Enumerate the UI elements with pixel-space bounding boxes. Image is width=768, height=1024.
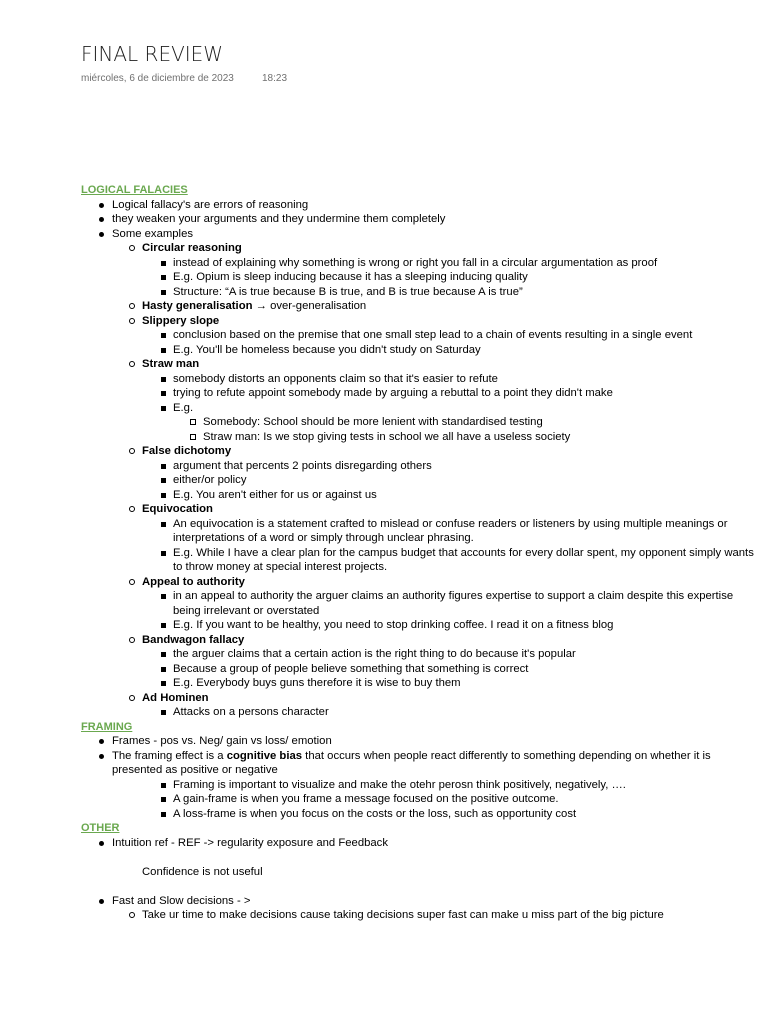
list-item: either/or policy <box>81 473 766 488</box>
fallacy-equivocation: Equivocation <box>81 502 766 517</box>
list-item: they weaken your arguments and they undermine them completely <box>81 212 766 227</box>
fallacy-slippery-slope: Slippery slope <box>81 314 766 329</box>
list-item: Framing is important to visualize and make the otehr perosn think positively, negatively, …. <box>81 778 766 793</box>
list-item: E.g. Everybody buys guns therefore it is wise to buy them <box>81 676 766 691</box>
list-item: Attacks on a persons character <box>81 705 766 720</box>
fallacy-hasty-generalisation: Hasty generalisation → over-generalisation <box>81 299 766 314</box>
note-body <box>81 183 766 923</box>
fallacy-circular-reasoning: Circular reasoning <box>81 241 766 256</box>
list-item: in an appeal to authority the arguer claims an authority figures expertise to support a claim despite this expertise being irrelevant or overstated <box>81 589 766 618</box>
note-date: miércoles, 6 de diciembre de 2023 <box>81 73 234 84</box>
page-title: FINAL REVIEW <box>81 42 224 66</box>
spacer <box>81 879 766 894</box>
heading-logical-fallacies: LOGICAL FALACIES <box>81 184 188 196</box>
heading-framing: FRAMING <box>81 720 133 733</box>
list-item: An equivocation is a statement crafted to mislead or confuse readers or listeners by using multiple meanings or interpretations of a word or simply through unclear phrasing. <box>81 517 766 546</box>
list-item: E.g. You'll be homeless because you didn't study on Saturday <box>81 343 766 358</box>
fallacy-appeal-to-authority: Appeal to authority <box>81 575 766 590</box>
list-item: trying to refute appoint somebody made by arguing a rebuttal to a point they didn't make <box>81 386 766 401</box>
list-item: Because a group of people believe something that something is correct <box>81 662 766 677</box>
list-item: E.g. You aren't either for us or against us <box>81 488 766 503</box>
fallacy-straw-man: Straw man <box>81 357 766 372</box>
list-item: E.g. If you want to be healthy, you need to stop drinking coffee. I read it on a fitness blog <box>81 618 766 633</box>
list-item: somebody distorts an opponents claim so that it's easier to refute <box>81 372 766 387</box>
list-item: E.g. Opium is sleep inducing because it has a sleeping inducing quality <box>81 270 766 285</box>
list-item: E.g. <box>81 401 766 416</box>
list-item: The framing effect is a cognitive bias that occurs when people react differently to something depending on whether it is presented as positive or negative <box>81 749 766 778</box>
list-item: Logical fallacy's are errors of reasoning <box>81 198 766 213</box>
list-item: the arguer claims that a certain action is the right thing to do because it's popular <box>81 647 766 662</box>
note-time: 18:23 <box>262 73 288 84</box>
framing-list <box>81 734 766 821</box>
list-item: argument that percents 2 points disregarding others <box>81 459 766 474</box>
list-item: conclusion based on the premise that one small step lead to a chain of events resulting in a single event <box>81 328 766 343</box>
fallacy-bandwagon: Bandwagon fallacy <box>81 633 766 648</box>
list-item: A loss-frame is when you focus on the costs or the loss, such as opportunity cost <box>81 807 766 822</box>
list-item: Intuition ref - REF -> regularity exposure and Feedback <box>81 836 766 851</box>
spacer <box>81 850 766 865</box>
list-item: Fast and Slow decisions - > <box>81 894 766 909</box>
list-item: Straw man: Is we stop giving tests in school we all have a useless society <box>81 430 766 445</box>
list-item: Structure: “A is true because B is true, and B is true because A is true” <box>81 285 766 300</box>
fallacy-false-dichotomy: False dichotomy <box>81 444 766 459</box>
list-item: Frames - pos vs. Neg/ gain vs loss/ emotion <box>81 734 766 749</box>
list-item: A gain-frame is when you frame a message focused on the positive outcome. <box>81 792 766 807</box>
list-item: Take ur time to make decisions cause taking decisions super fast can make u miss part of the big picture <box>81 908 766 923</box>
heading-other: OTHER <box>81 822 120 834</box>
list-item: instead of explaining why something is wrong or right you fall in a circular argumentation as proof <box>81 256 766 271</box>
other-list <box>81 836 766 923</box>
note-line: Confidence is not useful <box>142 865 263 878</box>
fallacy-ad-hominen: Ad Hominen <box>81 691 766 706</box>
list-item: Somebody: School should be more lenient with standardised testing <box>81 415 766 430</box>
list-item: E.g. While I have a clear plan for the campus budget that accounts for every dollar spent, my opponent simply wants to throw money at special interest projects. <box>81 546 766 575</box>
logical-fallacies-list <box>81 198 766 720</box>
list-item: Some examples <box>81 227 766 242</box>
